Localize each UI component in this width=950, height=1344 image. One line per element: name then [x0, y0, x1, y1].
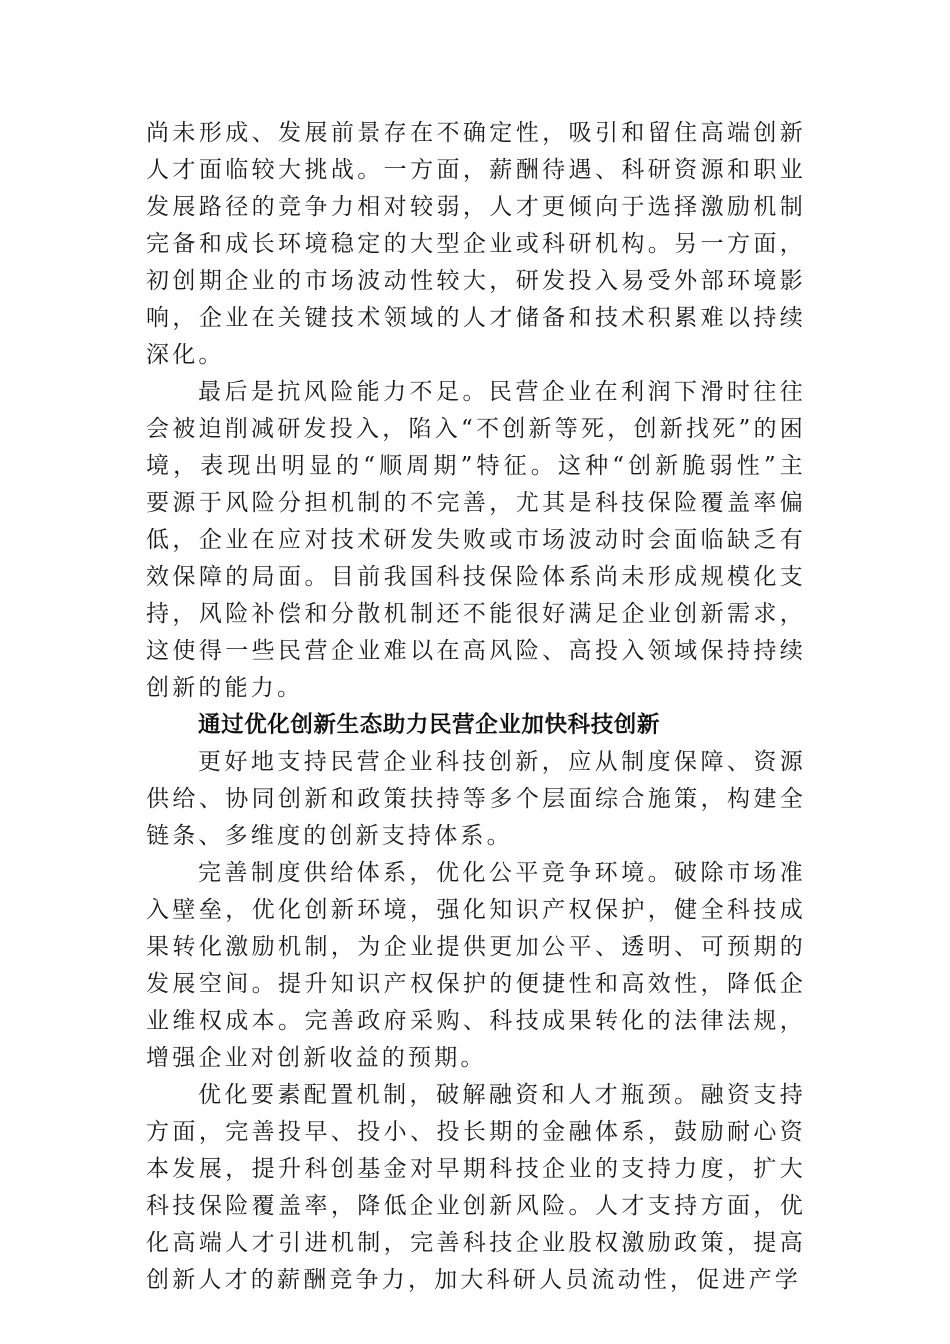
section-heading: 通过优化创新生态助力民营企业加快科技创新: [198, 712, 661, 738]
document-page: [146, 115, 806, 1299]
paragraph-factors: 优化要素配置机制，破解融资和人才瓶颈。融资支持方面，完善投早、投小、投长期的金融体系，鼓励耐心资本发展，提升科创基金对早期科技企业的支持力度，扩大科技保险覆盖率，降低企业创新风险。人才支持方面，优化高端人才引进机制，完善科技企业股权激励政策，提高创新人才的薪酬竞争力，加大科研人员流动性，促进产学: [146, 1082, 806, 1293]
paragraph-overview: 更好地支持民营企业科技创新，应从制度保障、资源供给、协同创新和政策扶持等多个层面综合施策，构建全链条、多维度的创新支持体系。: [146, 749, 806, 849]
paragraph-continued: 尚未形成、发展前景存在不确定性，吸引和留住高端创新人才面临较大挑战。一方面，薪酬待遇、科研资源和职业发展路径的竞争力相对较弱，人才更倾向于选择激励机制完备和成长环境稳定的大型企业或科研机构。另一方面，初创期企业的市场波动性较大，研发投入易受外部环境影响，企业在关键技术领域的人才储备和技术积累难以持续深化。: [146, 120, 806, 368]
paragraph-institutional: 完善制度供给体系，优化公平竞争环境。破除市场准入壁垒，优化创新环境，强化知识产权保护，健全科技成果转化激励机制，为企业提供更加公平、透明、可预期的发展空间。提升知识产权保护的便捷性和高效性，降低企业维权成本。完善政府采购、科技成果转化的法律法规，增强企业对创新收益的预期。: [146, 860, 806, 1071]
paragraph-risk: 最后是抗风险能力不足。民营企业在利润下滑时往往会被迫削减研发投入，陷入“不创新等死，创新找死”的困境，表现出明显的“顺周期”特征。这种“创新脆弱性”主要源于风险分担机制的不完善，尤其是科技保险覆盖率偏低，企业在应对技术研发失败或市场波动时会面临缺乏有效保障的局面。目前我国科技保险体系尚未形成规模化支持，风险补偿和分散机制还不能很好满足企业创新需求，这使得一些民营企业难以在高风险、高投入领域保持持续创新的能力。: [146, 379, 806, 701]
